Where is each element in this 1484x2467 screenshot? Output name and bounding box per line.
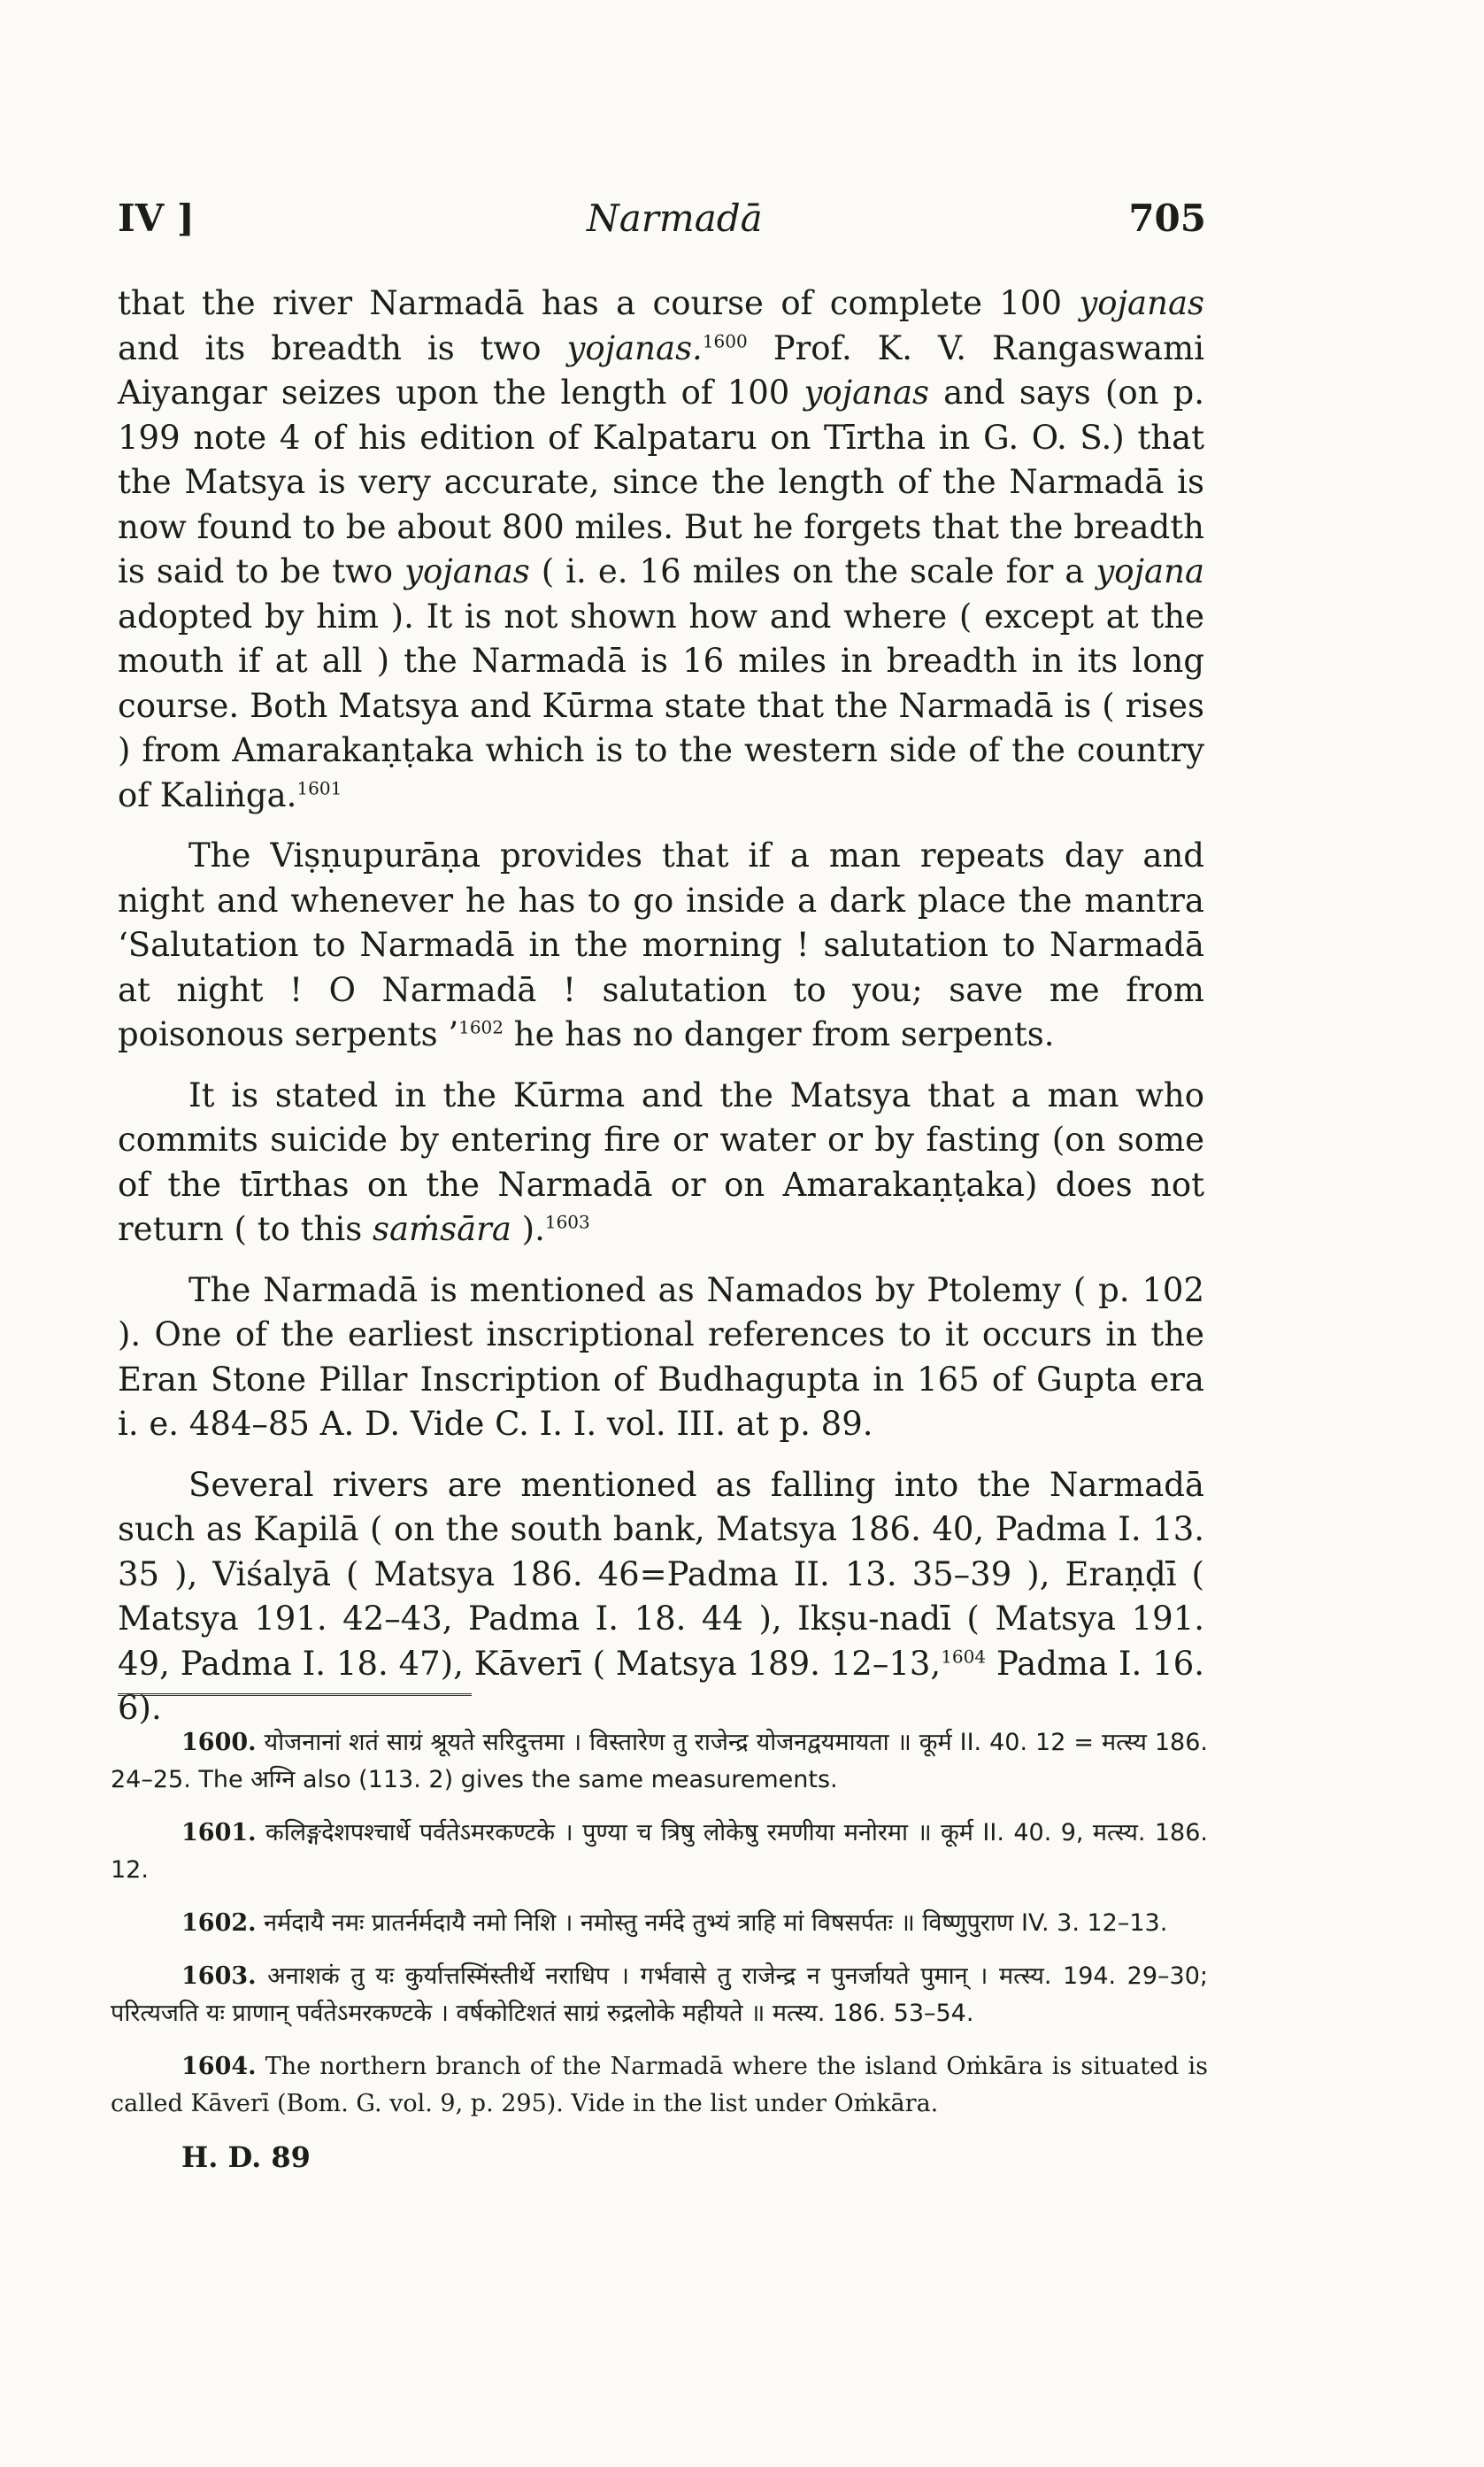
main-text (118, 281, 1204, 1747)
text-span: The Viṣṇupurāṇa provides that if a man repeats day and night and whenever he has to go inside a dark place the mantra ‘Salutation to Narmadā in the morning ! salutation to Narmadā at night ! O Narmadā ! salutation to you; save me from poisonous serpents ’ (118, 836, 1204, 1053)
sanskrit-quote: नर्मदायै नमः प्रातर्नर्मदायै नमो निशि । नमोस्तु नर्मदे तुभ्यं त्राहि मां विषसर्पतः ॥ विष्णुपुराण IV. 3. 12–13. (264, 1909, 1168, 1937)
footnote-divider (118, 1693, 472, 1696)
text-span: that the river Narmadā has a course of complete 100 (118, 284, 1080, 322)
footnote-ref: 1600 (702, 330, 748, 352)
text-span: Prof. K. V. Rangaswami Aiyangar seizes upon the length of 100 (118, 328, 1205, 412)
text-span: ). (511, 1210, 545, 1248)
italic-term: yojana (1096, 552, 1205, 590)
paragraph-5 (118, 1463, 1204, 1731)
footnote-text: The अग्नि also (113. 2) gives the same measurements. (190, 1766, 838, 1793)
italic-term: yojanas. (566, 328, 703, 367)
paragraph-2 (118, 834, 1204, 1058)
chapter-marker: IV ] (118, 197, 195, 240)
italic-term: yojanas (804, 374, 930, 412)
footnote-1600 (111, 1724, 1208, 1799)
footnote-ref: 1601 (296, 777, 342, 799)
paragraph-4: The Narmadā is mentioned as Namados by Ptolemy ( p. 102 ). One of the earliest inscriptional references to it occurs in the Eran Stone Pillar Inscription of Budhagupta in 165 of Gupta era i. e. 484–85 A. D. Vide C. I. I. vol. III. at p. 89. (118, 1270, 1204, 1443)
footnote-ref: 1603 (544, 1211, 590, 1233)
running-header (118, 197, 1206, 250)
text-span: ( i. e. 16 miles on the scale for a (529, 552, 1096, 590)
text-span: and its breadth is two (118, 328, 567, 367)
footnote-number: 1604. (181, 2053, 257, 2080)
text-span: It is stated in the Kūrma and the Matsya that a man who commits suicide by entering fire or water or by fasting (on some of the tīrthas on the Narmadā or on Amarakaṇṭaka) does not return ( to this (118, 1075, 1204, 1248)
italic-term: saṁsāra (372, 1210, 511, 1248)
footnote-number: 1602. (181, 1909, 257, 1937)
footnote-ref: 1604 (941, 1646, 987, 1668)
text-span: and says (on p. 199 note 4 of his edition of Kalpataru on Tīrtha in G. O. S.) that the Matsya is very accurate, since the length of the Narmadā is now found to be about 800 miles. But he forgets that the breadth is said to be two (118, 374, 1204, 590)
text-span: adopted by him ). It is not shown how and where ( except at the mouth if at all ) the Narmadā is 16 miles in breadth in its long course. Both Matsya and Kūrma state that the Narmadā is ( rises ) from Amarakaṇṭaka which is to the western side of the country of Kaliṅga. (118, 597, 1204, 814)
footnote-ref: 1602 (458, 1016, 504, 1038)
sanskrit-quote: कलिङ्गदेशपश्चार्धे पर्वतेऽमरकण्टके । पुण्या च त्रिषु लोकेषु रमणीया मनोरमा ॥ कूर्म II. 40. 9, मत्स्य. 186. 12. (111, 1819, 1208, 1884)
footnotes (111, 1724, 1208, 2176)
sanskrit-quote: अनाशकं तु यः कुर्यात्तस्मिंस्तीर्थे नराधिप । गर्भवासे तु राजेन्द्र न पुनर्जायते पुमान् । मत्स्य. 194. 29–30; परित्यजति यः प्राणान् पर्वतेऽमरकण्टके । वर्षकोटिशतं साग्रं रुद्रलोके महीयते ॥ मत्स्य. 186. 53–54. (111, 1962, 1208, 2027)
text-span: Several rivers are mentioned as falling into the Narmadā such as Kapilā ( on the south bank, Matsya 186. 40, Padma I. 13. 35 ), Viśalyā ( Matsya 186. 46=Padma II. 13. 35–39 ), Eraṇḍī ( Matsya 191. 42–43, Padma I. 18. 44 ), Ikṣu-nadī ( Matsya 191. 49, Padma I. 18. 47), Kāverī ( Matsya 189. 12–13, (118, 1465, 1204, 1683)
text-span: Padma I. 16. 6). (118, 1644, 1204, 1727)
paragraph-1 (118, 281, 1204, 818)
page-number: 705 (1128, 197, 1206, 240)
sanskrit-quote: योजनानां शतं साग्रं श्रूयते सरिदुत्तमा । विस्तारेण तु राजेन्द्र योजनद्वयमायता ॥ कूर्म II. 40. 12 = मत्स्य 186. 24–25. (111, 1729, 1208, 1793)
footnote-1604 (111, 2048, 1208, 2123)
footnote-number: 1600. (181, 1729, 257, 1756)
footnote-number: 1601. (181, 1819, 257, 1846)
page-title: Narmadā (587, 197, 763, 240)
footnote-1602 (111, 1905, 1208, 1942)
footnote-number: 1603. (181, 1962, 257, 1990)
italic-term: yojanas (1079, 284, 1204, 322)
footnote-1603 (111, 1958, 1208, 2032)
paragraph-3 (118, 1074, 1204, 1253)
footnote-1601 (111, 1815, 1208, 1889)
signature-mark: H. D. 89 (181, 2140, 311, 2174)
footnote-text: The northern branch of the Narmadā where the island Oṁkāra is situated is called Kāverī (Bom. G. vol. 9, p. 295). Vide in the list under Oṁkāra. (111, 2053, 1208, 2117)
italic-term: yojanas (404, 552, 530, 590)
text-span: he has no danger from serpents. (504, 1015, 1055, 1053)
